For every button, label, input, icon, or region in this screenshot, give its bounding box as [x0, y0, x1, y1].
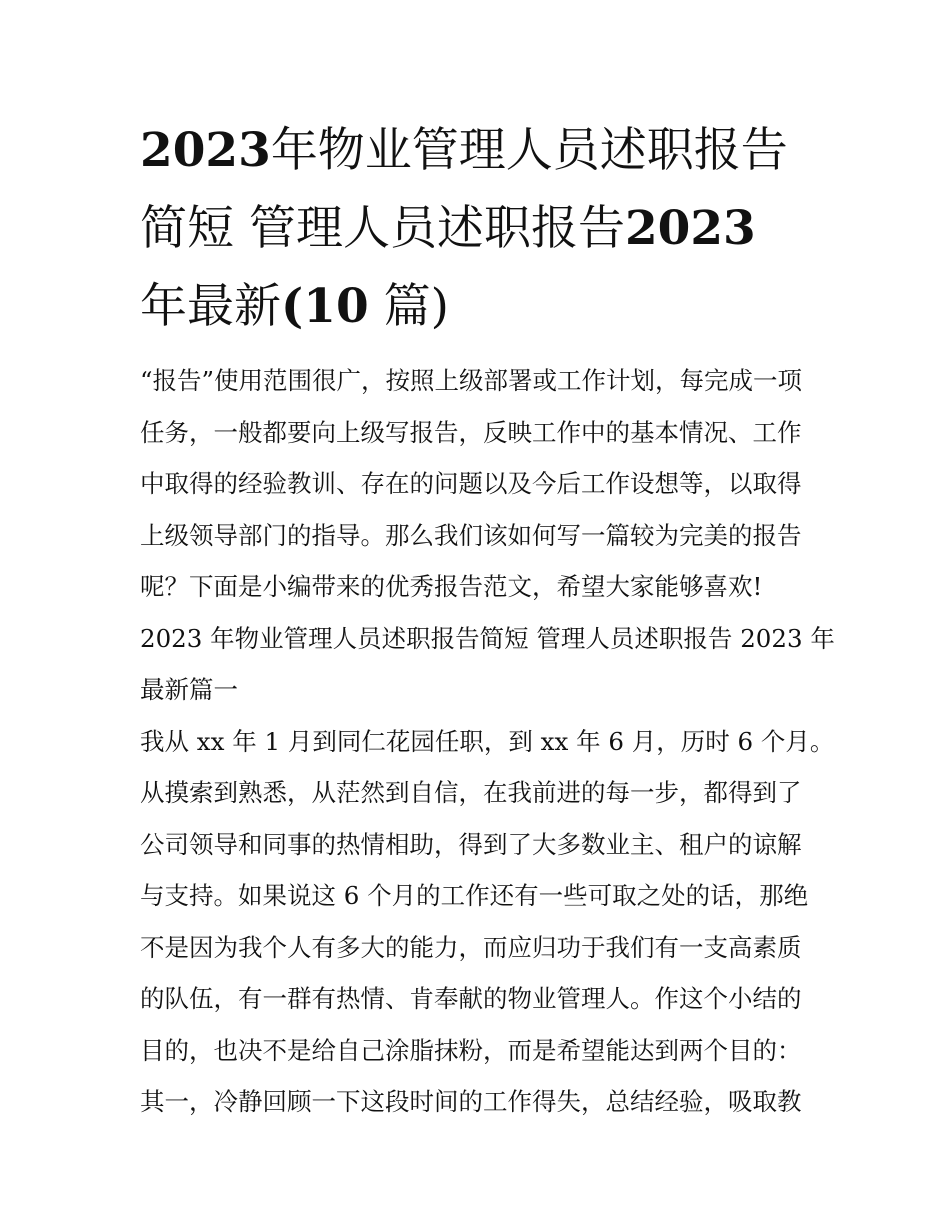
body-line: 的队伍，有一群有热情、肯奉献的物业管理人。作这个小结的 — [140, 984, 802, 1013]
title-text-4: 篇) — [368, 279, 449, 334]
section-heading-line: 2023 年物业管理人员述职报告简短 管理人员述职报告 2023 年 — [140, 623, 835, 653]
body-line: “报告”使用范围很广，按照上级部署或工作计划，每完成一项 — [140, 366, 803, 395]
body-line: 其一，冷静回顾一下这段时间的工作得失，总结经验，吸取教 — [140, 1087, 802, 1116]
title-line-3 — [140, 279, 449, 334]
title-line-2 — [140, 201, 756, 256]
title-line-1 — [140, 123, 788, 178]
title-text-3: 年最新 — [140, 279, 281, 334]
body-line: 不是因为我个人有多大的能力，而应归功于我们有一支高素质 — [140, 932, 802, 962]
body-line: 公司领导和同事的热情相助，得到了大多数业主、租户的谅解 — [140, 829, 802, 859]
body-line: 从摸索到熟悉，从茫然到自信，在我前进的每一步，都得到了 — [140, 778, 802, 807]
body-line: 我从 xx 年 1 月到同仁花园任职，到 xx 年 6 月，历时 6 个月。 — [140, 726, 835, 756]
document-body — [140, 355, 835, 1128]
body-line: 呢？下面是小编带来的优秀报告范文，希望大家能够喜欢! — [140, 572, 763, 601]
title-text-2: 简短 管理人员述职报告 — [140, 201, 625, 256]
document-title — [140, 112, 820, 346]
body-line: 上级领导部门的指导。那么我们该如何写一篇较为完美的报告 — [140, 520, 802, 550]
body-line: 任务，一般都要向上级写报告，反映工作中的基本情况、工作 — [140, 417, 802, 447]
title-count: (10 — [281, 279, 369, 334]
title-text-1: 年物业管理人员述职报告 — [270, 123, 788, 178]
section-heading-line: 最新篇一 — [140, 675, 238, 704]
title-year: 2023 — [140, 123, 271, 178]
body-line: 中取得的经验教训、存在的问题以及今后工作设想等，以取得 — [140, 469, 802, 498]
body-line: 目的，也决不是给自己涂脂抹粉，而是希望能达到两个目的： — [140, 1035, 802, 1065]
title-year-2: 2023 — [624, 201, 756, 256]
body-line: 与支持。如果说这 6 个月的工作还有一些可取之处的话，那绝 — [140, 881, 809, 910]
